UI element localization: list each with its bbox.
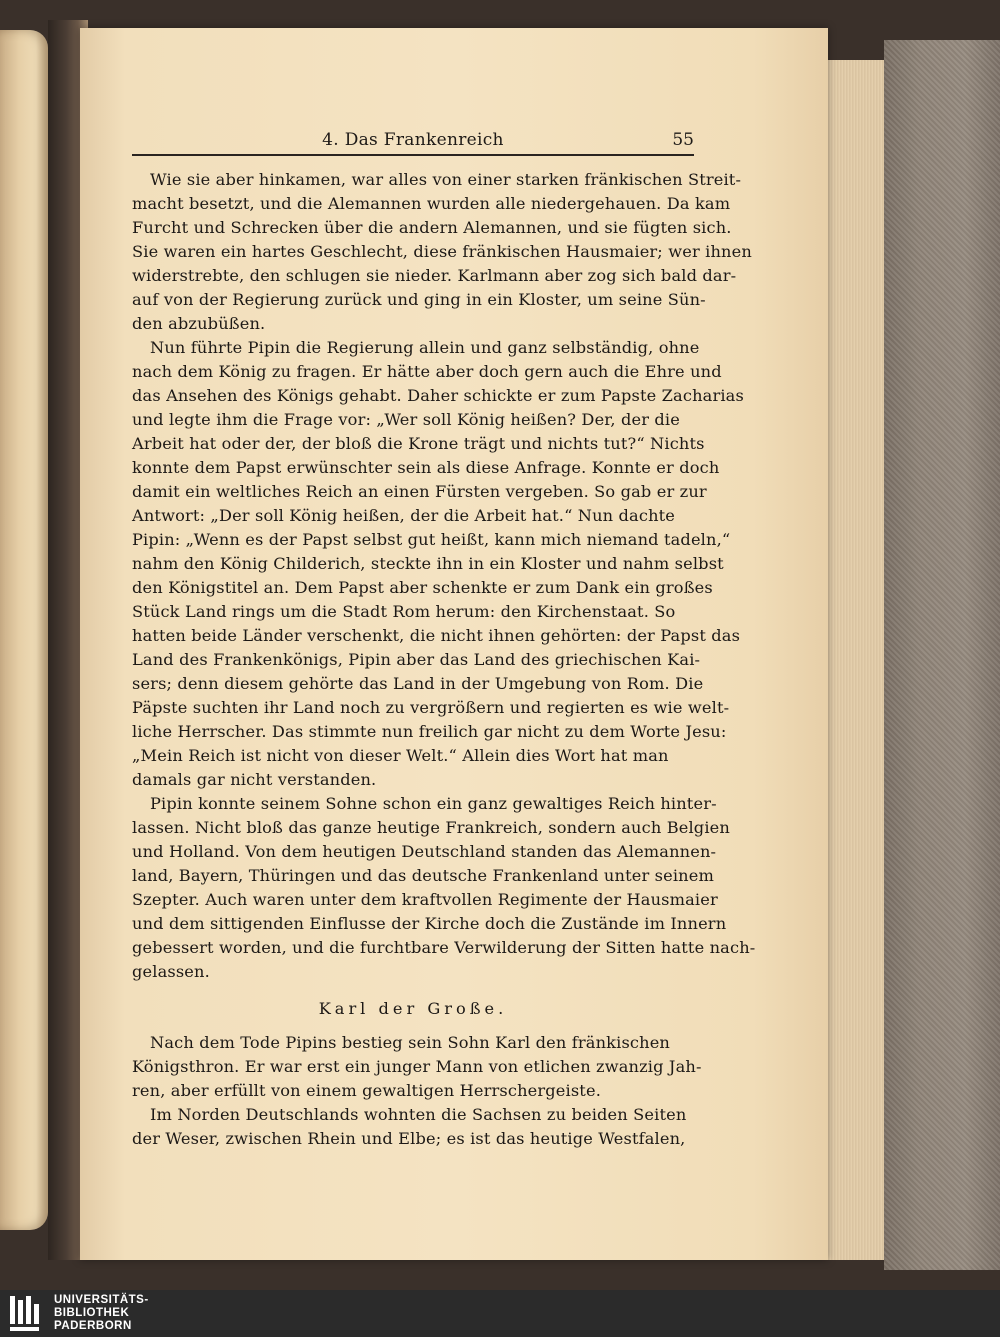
text-line: das Ansehen des Königs gehabt. Daher schickte er zum Papste Zacharias [132, 386, 744, 405]
page-number: 55 [672, 130, 694, 150]
text-line: Arbeit hat oder der, der bloß die Krone trägt und nichts tut?“ Nichts [132, 434, 705, 453]
text-line: Land des Frankenkönigs, Pipin aber das Land des griechischen Kai- [132, 650, 701, 669]
text-line: Pipin: „Wenn es der Papst selbst gut heißt, kann mich niemand tadeln,“ [132, 530, 731, 549]
library-logo-icon [8, 1294, 48, 1334]
library-footer-bar [0, 1290, 1000, 1337]
text-line: Furcht und Schrecken über die andern Alemannen, und sie fügten sich. [132, 218, 732, 237]
text-line: hatten beide Länder verschenkt, die nicht ihnen gehörten: der Papst das [132, 626, 741, 645]
paragraph [132, 1103, 694, 1151]
text-line: nahm den König Childerich, steckte ihn in ein Kloster und nahm selbst [132, 554, 724, 573]
paragraph [132, 168, 752, 336]
text-line: den abzubüßen. [132, 314, 266, 333]
paragraph [132, 1031, 702, 1103]
text-line: und dem sittigenden Einflusse der Kirche doch die Zustände im Innern [132, 914, 727, 933]
text-line: ren, aber erfüllt von einem gewaltigen Herrschergeiste. [132, 1081, 601, 1100]
logo-line: PADERBORN [54, 1320, 132, 1332]
text-line: sers; denn diesem gehörte das Land in der Umgebung von Rom. Die [132, 674, 704, 693]
text-line: und Holland. Von dem heutigen Deutschland standen das Alemannen- [132, 842, 717, 861]
text-line: Antwort: „Der soll König heißen, der die Arbeit hat.“ Nun dachte [132, 506, 676, 525]
text-line: gebessert worden, und die furchtbare Verwilderung der Sitten hatte nach- [132, 938, 756, 957]
text-line: Königsthron. Er war erst ein junger Mann von etlichen zwanzig Jah- [132, 1057, 702, 1076]
logo-line: BIBLIOTHEK [54, 1307, 130, 1319]
library-logo-text [54, 1294, 149, 1333]
text-line: der Weser, zwischen Rhein und Elbe; es ist das heutige Westfalen, [132, 1129, 686, 1148]
text-line: Nach dem Tode Pipins bestieg sein Sohn Karl den fränkischen [150, 1033, 670, 1052]
paragraph [132, 336, 744, 792]
section-heading: Karl der Große. [318, 999, 508, 1018]
text-line: Päpste suchten ihr Land noch zu vergrößern und regierten es wie welt- [132, 698, 730, 717]
text-line: Nun führte Pipin die Regierung allein und ganz selbständig, ohne [150, 338, 700, 357]
text-line: „Mein Reich ist nicht von dieser Welt.“ Allein dies Wort hat man [132, 746, 669, 765]
text-line: gelassen. [132, 962, 210, 981]
text-line: Szepter. Auch waren unter dem kraftvollen Regimente der Hausmaier [132, 890, 718, 909]
text-line: Im Norden Deutschlands wohnten die Sachsen zu beiden Seiten [150, 1105, 687, 1124]
text-line: damit ein weltliches Reich an einen Fürsten vergeben. So gab er zur [132, 482, 707, 501]
text-line: auf von der Regierung zurück und ging in ein Kloster, um seine Sün- [132, 290, 706, 309]
page-block-edges [828, 60, 884, 1260]
text-line: Pipin konnte seinem Sohne schon ein ganz gewaltiges Reich hinter- [150, 794, 717, 813]
paragraph [132, 792, 756, 984]
text-line: den Königstitel an. Dem Papst aber schenkte er zum Dank ein großes [132, 578, 713, 597]
text-line: land, Bayern, Thüringen und das deutsche Frankenland unter seinem [132, 866, 714, 885]
text-line: liche Herrscher. Das stimmte nun freilich gar nicht zu dem Worte Jesu: [132, 722, 727, 741]
text-line: widerstrebte, den schlugen sie nieder. Karlmann aber zog sich bald dar- [132, 266, 737, 285]
text-line: und legte ihm die Frage vor: „Wer soll König heißen? Der, der die [132, 410, 680, 429]
text-line: damals gar nicht verstanden. [132, 770, 377, 789]
text-line: konnte dem Papst erwünschter sein als diese Anfrage. Konnte er doch [132, 458, 720, 477]
logo-line: UNIVERSITÄTS- [54, 1294, 149, 1306]
text-line: lassen. Nicht bloß das ganze heutige Frankreich, sondern auch Belgien [132, 818, 730, 837]
facing-page-edge [0, 30, 48, 1230]
running-title: 4. Das Frankenreich [322, 130, 504, 150]
running-header [132, 128, 694, 156]
text-line: Sie waren ein hartes Geschlecht, diese fränkischen Hausmaier; wer ihnen [132, 242, 752, 261]
text-line: Wie sie aber hinkamen, war alles von einer starken fränkischen Streit- [150, 170, 742, 189]
text-line: macht besetzt, und die Alemannen wurden alle niedergehauen. Da kam [132, 194, 731, 213]
text-line: nach dem König zu fragen. Er hätte aber doch gern auch die Ehre und [132, 362, 722, 381]
book-cover-cloth [884, 40, 1000, 1270]
body-text [132, 168, 756, 1151]
text-line: Stück Land rings um die Stadt Rom herum: den Kirchenstaat. So [132, 602, 676, 621]
